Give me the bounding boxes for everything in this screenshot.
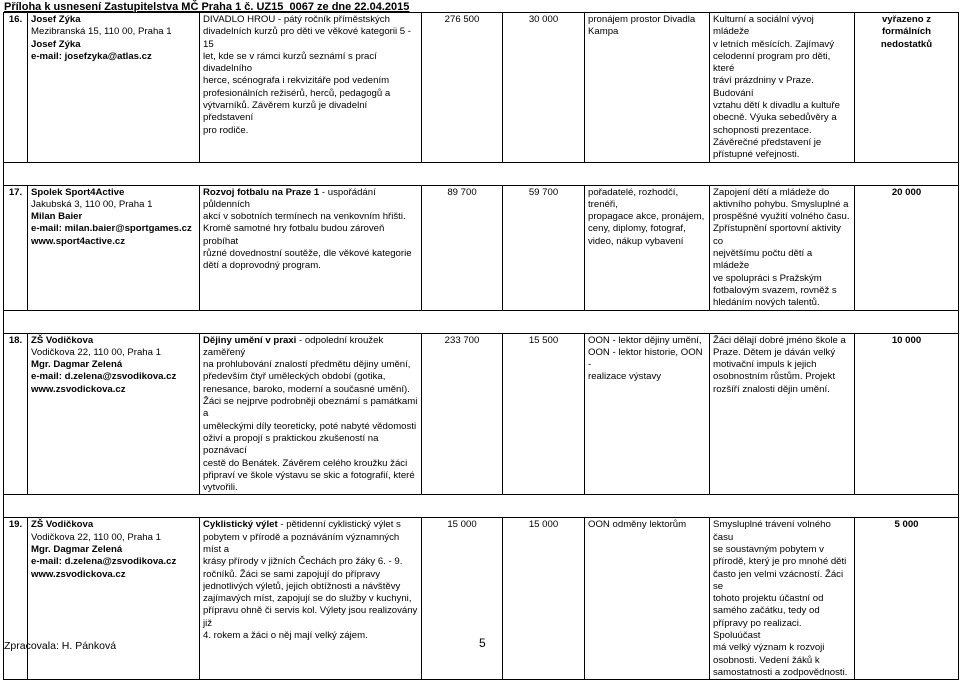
row-spacer <box>4 162 959 185</box>
spacer-cell <box>4 162 28 185</box>
document-header: Příloha k usnesení Zastupitelstva MČ Praha 1 č. UZ15_0067 ze dne 22.04.2015 <box>4 1 410 13</box>
project-line: akcí v sobotních termínech na venkovním hřišti. <box>203 211 406 223</box>
result-amount: vyřazeno z formálních nedostatků <box>855 13 959 163</box>
benefit-line: rozšíří znalosti dějin umění. <box>713 383 830 395</box>
project-text: - pětidenní cyklistický výlet s <box>277 519 401 531</box>
usage-cell <box>585 185 710 310</box>
project-line: Žáci se nejprve podrobněji obeznámí s památkami a <box>203 396 418 420</box>
spacer-cell <box>422 310 503 333</box>
benefit-line: tohoto projektu účastní od <box>713 593 824 605</box>
benefit-line: vztahu dětí k divadlu a kultuře <box>713 100 840 112</box>
applicant-cell <box>28 185 200 310</box>
spacer-cell <box>855 310 959 333</box>
project-line: pro rodiče. <box>203 124 249 136</box>
benefit-line: největšímu počtu dětí a mládeže <box>713 248 813 272</box>
applicant-email: e-mail: josefzyka@atlas.cz <box>31 50 152 62</box>
benefit-line: osobnosti. Vedení žáků k <box>713 654 820 666</box>
benefit-line: fotbalovým svazem, rovněž s <box>713 284 837 296</box>
applicant-name: Josef Zýka <box>31 14 81 25</box>
project-line: herce, scénografa i rekvizitáře pod vedením <box>203 75 390 87</box>
usage-cell <box>585 333 710 495</box>
amount-own: 15 500 <box>503 333 585 495</box>
applicant-address: Jakubská 3, 110 00, Praha 1 <box>31 198 153 210</box>
project-line: oživí a propojí s praktickou zkušeností na poznávací <box>203 432 379 457</box>
benefit-line: má velký význam k rozvoji <box>713 642 825 654</box>
project-line: profesionálních režisérů, herců, pedagogů a <box>203 87 391 99</box>
applicant-web: www.sport4active.cz <box>31 235 126 247</box>
applicant-contact: Mgr. Dagmar Zelená <box>31 359 123 371</box>
project-line: pobytem v přírodě a poznáváním významných míst a <box>203 531 400 555</box>
applicant-address: Vodičkova 22, 110 00, Praha 1 <box>31 531 161 543</box>
spacer-cell <box>710 162 855 185</box>
spacer-cell <box>200 162 422 185</box>
row-number: 17. <box>4 185 28 310</box>
spacer-cell <box>710 495 855 518</box>
row-number: 19. <box>4 518 28 680</box>
benefit-cell <box>710 333 855 495</box>
spacer-cell <box>503 310 585 333</box>
spacer-cell <box>28 162 200 185</box>
project-line: na prohlubování znalostí předmětu dějiny umění, <box>203 359 411 371</box>
usage-line: realizace výstavy <box>588 371 662 383</box>
project-line: divadelních kurzů pro děti ve věkové kategorii 5 - 15 <box>203 26 411 50</box>
applicant-name: ZŠ Vodičkova <box>31 519 94 531</box>
amount-requested: 15 000 <box>422 518 503 680</box>
spacer-cell <box>4 310 28 333</box>
project-line: renesance, baroko, moderní a současné umění). <box>203 383 410 395</box>
benefit-line: hledáním nových talentů. <box>713 297 820 309</box>
project-title: Rozvoj fotbalu na Praze 1 <box>203 186 320 198</box>
usage-line: OON odměny lektorům <box>588 519 687 531</box>
spacer-cell <box>28 495 200 518</box>
spacer-cell <box>4 495 28 518</box>
project-title: Cyklistický výlet <box>203 519 278 531</box>
project-line: zajímavých míst, zapojují se do služby v kuchyni, <box>203 593 412 605</box>
project-line: vytvořili. <box>203 482 238 494</box>
table-row <box>4 333 959 495</box>
table-row <box>4 13 959 163</box>
applicant-email: e-mail: milan.baier@sportgames.cz <box>31 223 192 235</box>
benefit-line: aktivního pohybu. Smysluplné a <box>713 198 849 210</box>
spacer-cell <box>855 162 959 185</box>
benefit-line: v letních měsících. Zajímavý <box>713 38 835 50</box>
benefit-line: často jen velmi vzácností. Žáci se <box>713 568 844 592</box>
project-line: uměleckými díly teoreticky, poté nabyté vědomosti <box>203 420 417 432</box>
project-line <box>203 519 418 531</box>
spacer-cell <box>710 310 855 333</box>
applicant-email: e-mail: d.zelena@zsvodikova.cz <box>31 556 177 568</box>
applicant-contact: Mgr. Dagmar Zelená <box>31 543 123 555</box>
amount-own: 15 000 <box>503 518 585 680</box>
project-cell <box>200 185 422 310</box>
benefit-cell <box>710 518 855 680</box>
amount-own: 30 000 <box>503 13 585 163</box>
prepared-by: Zpracovala: H. Pánková <box>4 640 117 652</box>
usage-line: pořadatelé, rozhodčí, trenéři, <box>588 186 679 210</box>
project-line: různé dovednostní soutěže, dle věkové kategorie <box>203 248 412 260</box>
project-text: - uspořádání půldenních <box>203 186 376 210</box>
spacer-cell <box>503 495 585 518</box>
page-number: 5 <box>479 636 486 650</box>
spacer-cell <box>422 162 503 185</box>
benefit-line: ve spolupráci s Pražským <box>713 272 822 284</box>
benefit-line: Zapojení dětí a mládeže do <box>713 186 830 198</box>
spacer-cell <box>503 162 585 185</box>
project-line: cestě do Benátek. Závěrem celého kroužku žáci <box>203 457 408 469</box>
benefit-cell <box>710 185 855 310</box>
spacer-cell <box>585 310 710 333</box>
spacer-cell <box>855 495 959 518</box>
applicant-web: www.zsvodickova.cz <box>31 568 126 580</box>
project-line: DIVADLO HROU - pátý ročník příměstských <box>203 14 390 25</box>
benefit-line: samostatnosti a zodpovědnosti. <box>713 666 848 678</box>
table-row <box>4 518 959 680</box>
benefit-line: osobnostním růstům. Projekt <box>713 371 836 383</box>
benefit-line: samého začátku, tedy od <box>713 605 820 617</box>
amount-requested: 276 500 <box>422 13 503 163</box>
benefit-line: Žáci dělají dobré jméno škole a <box>713 334 846 346</box>
project-text: - odpolední kroužek zaměřený <box>203 334 384 358</box>
benefit-line: Závěrečné představení je <box>713 136 822 148</box>
applicant-name: Spolek Sport4Active <box>31 186 125 198</box>
applicant-address: Vodičkova 22, 110 00, Praha 1 <box>31 346 161 358</box>
spacer-cell <box>200 310 422 333</box>
project-line: 4. rokem a žáci o něj mají velký zájem. <box>203 630 368 642</box>
project-line <box>203 335 418 360</box>
benefit-line: Praze. Dětem je dáván velký <box>713 346 836 358</box>
usage-line: Kampa <box>588 26 619 38</box>
result-amount: 5 000 <box>855 518 959 680</box>
usage-line: ceny, diplomy, fotograf, <box>588 223 686 235</box>
benefit-line: obecně. Výuka sebedůvěry a <box>713 112 837 124</box>
applicant-name: ZŠ Vodičkova <box>31 334 94 346</box>
project-title: Dějiny umění v praxi <box>203 334 297 346</box>
project-line: dětí a doprovodný program. <box>203 260 321 272</box>
benefit-line: Kulturní a sociální vývoj mládeže <box>713 14 814 38</box>
benefit-line: přístupné veřejnosti. <box>713 149 800 161</box>
project-line: ročníků. Žáci se sami zapojují do přípravy <box>203 568 381 580</box>
project-cell <box>200 518 422 680</box>
applicant-web: www.zsvodickova.cz <box>31 383 126 395</box>
spacer-cell <box>28 310 200 333</box>
benefit-line: přírodě, který je pro mnohé děti <box>713 556 847 568</box>
usage-line: video, nákup vybavení <box>588 235 684 247</box>
benefit-line: Smysluplné trávení volného času <box>713 519 831 543</box>
project-line: přípravu ohně či servis kol. Výlety jsou realizovány již <box>203 605 418 629</box>
row-spacer <box>4 495 959 518</box>
benefit-line: se soustavným pobytem v <box>713 543 824 555</box>
table-row <box>4 185 959 310</box>
row-number: 16. <box>4 13 28 163</box>
usage-line: pronájem prostor Divadla <box>588 14 696 25</box>
applicant-address: Mezibranská 15, 110 00, Praha 1 <box>31 26 172 38</box>
result-amount: 20 000 <box>855 185 959 310</box>
applicant-contact: Milan Baier <box>31 211 83 223</box>
benefit-line: přípravy po realizaci. Spoluúčast <box>713 617 802 642</box>
project-line: výtvarníků. Závěrem kurzů je divadelní představení <box>203 100 368 124</box>
project-line: krásy přírody v jižních Čechách pro žáky 6. - 9. <box>203 556 403 568</box>
project-cell <box>200 13 422 163</box>
amount-own: 59 700 <box>503 185 585 310</box>
benefit-line: Zpřístupnění sportovní aktivity co <box>713 223 841 247</box>
spacer-cell <box>200 495 422 518</box>
usage-cell <box>585 518 710 680</box>
usage-line: OON - lektor dějiny umění, <box>588 334 702 346</box>
project-line: let, kde se v rámci kurzů seznámí s prací divadelního <box>203 50 377 75</box>
result-amount: 10 000 <box>855 333 959 495</box>
applicant-contact: Josef Zýka <box>31 38 81 50</box>
usage-line: propagace akce, pronájem, <box>588 211 705 223</box>
project-line: především čtyř uměleckých období (gotika, <box>203 371 386 383</box>
project-line <box>203 187 418 212</box>
benefit-line: tráví prázdniny v Praze. Budování <box>713 75 814 99</box>
benefit-line: schopnosti prezentace. <box>713 124 812 136</box>
usage-cell <box>585 13 710 163</box>
amount-requested: 89 700 <box>422 185 503 310</box>
usage-line: OON - lektor historie, OON - <box>588 346 703 371</box>
project-line: jednotlivých výletů, jejich obtížnosti a návštěvy <box>203 580 401 592</box>
row-number: 18. <box>4 333 28 495</box>
applicant-cell <box>28 518 200 680</box>
spacer-cell <box>585 495 710 518</box>
project-cell <box>200 333 422 495</box>
amount-requested: 233 700 <box>422 333 503 495</box>
project-line: připraví ve škole výstavu se skic a fotografií, které <box>203 469 415 481</box>
benefit-cell <box>710 13 855 163</box>
applicant-cell <box>28 333 200 495</box>
spacer-cell <box>422 495 503 518</box>
applicant-email: e-mail: d.zelena@zsvodikova.cz <box>31 371 177 383</box>
spacer-cell <box>585 162 710 185</box>
benefit-line: prospěšné využití volného času. <box>713 211 850 223</box>
benefit-line: celodenní program pro děti, které <box>713 50 831 75</box>
row-spacer <box>4 310 959 333</box>
applicant-cell <box>28 13 200 163</box>
project-line: Kromě samotné hry fotbalu budou zároveň probíhat <box>203 223 385 247</box>
benefit-line: motivační impuls k jejich <box>713 359 817 371</box>
grant-table <box>3 12 959 680</box>
